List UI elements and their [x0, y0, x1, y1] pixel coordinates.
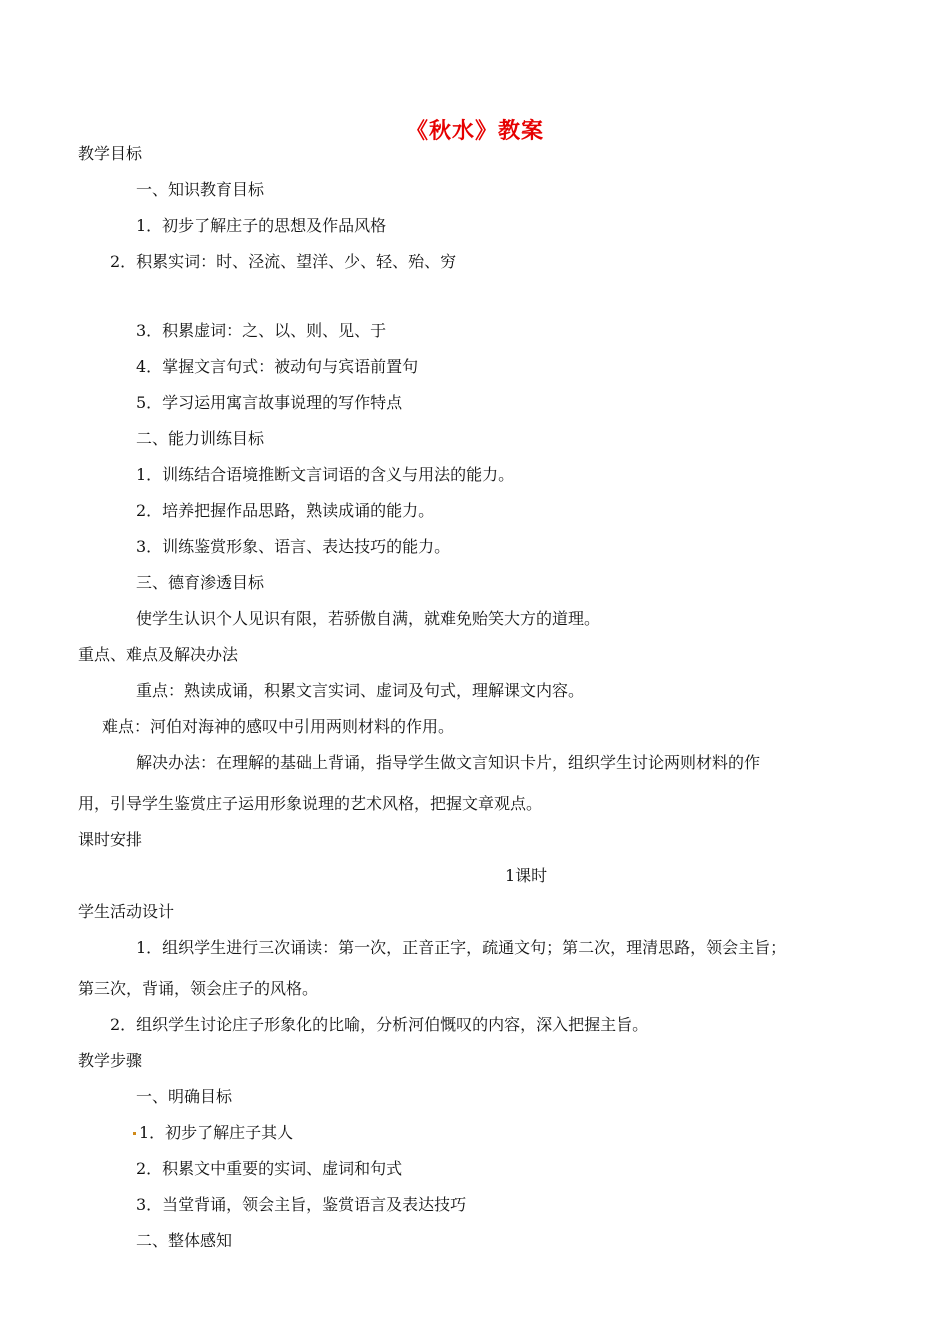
subheading-ability-goals: 二、能力训练目标 — [136, 429, 265, 448]
list-item: 3．当堂背诵，领会主旨，鉴赏语言及表达技巧 — [136, 1195, 467, 1214]
subheading-knowledge-goals: 一、知识教育目标 — [136, 180, 265, 199]
paragraph: 用，引导学生鉴赏庄子运用形象说理的艺术风格，把握文章观点。 — [78, 794, 543, 813]
list-item: 1．初步了解庄子的思想及作品风格 — [136, 216, 387, 235]
list-item: 2．组织学生讨论庄子形象化的比喻，分析河伯慨叹的内容，深入把握主旨。 — [110, 1015, 649, 1034]
paragraph: 难点：河伯对海神的感叹中引用两则材料的作用。 — [102, 717, 455, 736]
list-item: 3．训练鉴赏形象、语言、表达技巧的能力。 — [136, 537, 451, 556]
bullet-mark — [133, 1132, 136, 1135]
list-item: 1．初步了解庄子其人 — [139, 1123, 294, 1142]
subheading-moral-goals: 三、德育渗透目标 — [136, 573, 265, 592]
subheading-clarify-goals: 一、明确目标 — [136, 1087, 233, 1106]
paragraph: 解决办法：在理解的基础上背诵，指导学生做文言知识卡片，组织学生讨论两则材料的作 — [136, 753, 761, 772]
list-item: 2．积累文中重要的实词、虚词和句式 — [136, 1159, 403, 1178]
paragraph: 重点：熟读成诵，积累文言实词、虚词及句式，理解课文内容。 — [136, 681, 585, 700]
heading-student-activities: 学生活动设计 — [78, 902, 175, 921]
list-item: 3．积累虚词：之、以、则、见、于 — [136, 321, 387, 340]
heading-teaching-goals: 教学目标 — [78, 144, 143, 163]
list-item: 4．掌握文言句式：被动句与宾语前置句 — [136, 357, 419, 376]
list-item: 2．积累实词：时、泾流、望洋、少、轻、殆、穷 — [110, 252, 457, 271]
list-item: 2．培养把握作品思路，熟读成诵的能力。 — [136, 501, 435, 520]
list-item: 1．训练结合语境推断文言词语的含义与用法的能力。 — [136, 465, 515, 484]
list-item: 1．组织学生进行三次诵读：第一次，正音正字，疏通文句；第二次，理清思路，领会主旨； — [136, 938, 787, 957]
heading-teaching-steps: 教学步骤 — [78, 1051, 143, 1070]
document-title: 《秋水》教案 — [405, 119, 544, 144]
heading-key-points: 重点、难点及解决办法 — [78, 645, 239, 664]
subheading-overall-perception: 二、整体感知 — [136, 1231, 233, 1250]
paragraph: 使学生认识个人见识有限，若骄傲自满，就难免贻笑大方的道理。 — [136, 609, 601, 628]
heading-schedule: 课时安排 — [78, 830, 143, 849]
paragraph: 第三次，背诵，领会庄子的风格。 — [78, 979, 319, 998]
list-item: 5．学习运用寓言故事说理的写作特点 — [136, 393, 403, 412]
paragraph: 1课时 — [505, 866, 548, 885]
